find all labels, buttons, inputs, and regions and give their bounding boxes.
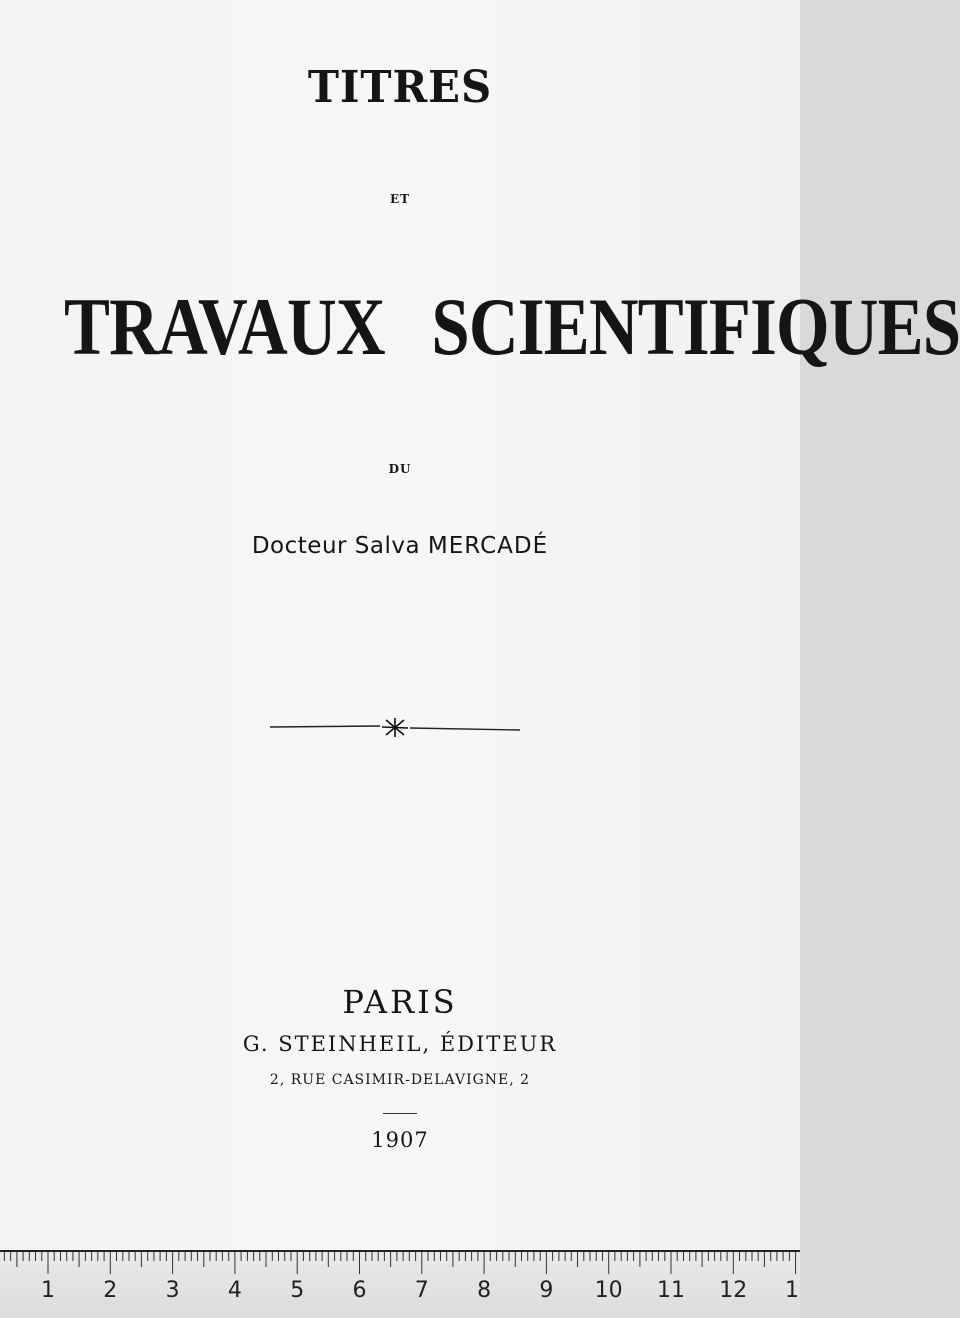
- ruler-number: 9: [539, 1278, 554, 1303]
- ruler-number: 1: [41, 1278, 55, 1303]
- preposition-du: DU: [388, 462, 412, 476]
- author-prefix: Docteur Salva: [251, 533, 421, 559]
- ruler-number: 4: [227, 1278, 242, 1303]
- publisher-address: 2, RUE CASIMIR-DELAVIGNE, 2: [269, 1072, 531, 1088]
- ruler-number: 7: [414, 1278, 429, 1303]
- heading-titres: TITRES: [307, 62, 493, 113]
- measuring-ruler: [0, 1250, 800, 1318]
- ruler-number: 12: [719, 1278, 748, 1303]
- ruler-number: 5: [290, 1278, 305, 1303]
- ruler-number: 2: [103, 1278, 118, 1303]
- main-title: TRAVAUX SCIENTIFIQUES: [64, 281, 960, 372]
- conjunction-et: ET: [389, 192, 411, 206]
- author-surname: MERCADÉ: [427, 533, 549, 559]
- ruler-number: 8: [477, 1278, 492, 1303]
- ruler-number: 6: [352, 1278, 367, 1303]
- ruler-number: 3: [165, 1278, 180, 1303]
- star-rule-ornament-icon: [270, 714, 520, 744]
- publisher: G. STEINHEIL, ÉDITEUR: [242, 1032, 558, 1056]
- ruler-number: 1: [785, 1278, 799, 1303]
- author-line: [0, 533, 800, 559]
- city: PARIS: [342, 983, 458, 1021]
- publication-year: 1907: [371, 1128, 429, 1152]
- ruler-number: 11: [657, 1278, 685, 1303]
- ruler-number: 10: [594, 1278, 623, 1303]
- separator-dash: [383, 1113, 417, 1114]
